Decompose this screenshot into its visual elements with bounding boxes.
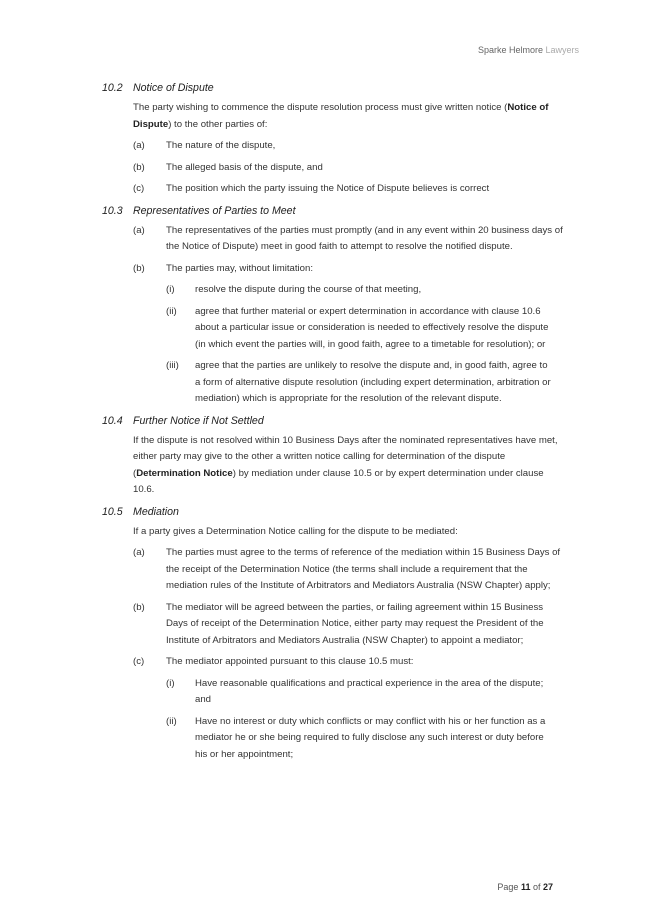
list-item [0, 654, 566, 671]
item-text: The parties must agree to the terms of reference of the mediation within 15 Business Days of the receipt of the Determination Notice (the terms shall include a requirement that the mediation rules of the Institute of Arbitrators and Mediators Australia (NSW Chapter) apply; [166, 547, 561, 591]
section-number: 10.3 [102, 204, 123, 217]
item-label: (b) [133, 161, 145, 173]
sub-item-text: resolve the dispute during the course of that meeting, [195, 284, 422, 295]
sub-item [0, 676, 555, 709]
item-text: The alleged basis of the dispute, and [166, 161, 323, 173]
defined-term: Determination Notice [136, 467, 233, 479]
sub-item-label: (i) [166, 677, 175, 689]
firm-name: Sparke Helmore [477, 45, 543, 55]
item-label: (c) [133, 183, 145, 194]
item-label: (c) [133, 656, 145, 667]
sub-item-label: (iii) [166, 360, 179, 371]
firm-lawyers: Lawyers [545, 45, 579, 55]
section-heading [0, 504, 653, 521]
sub-item-label: (ii) [166, 715, 177, 727]
list-item [0, 181, 566, 198]
list-item [0, 138, 566, 155]
item-text: The nature of the dispute, [166, 140, 276, 151]
item-text: The representatives of the parties must promptly (and in any event within 20 business days of the Notice of Dispute) meet in good faith to attempt to resolve the notified dispute. [166, 224, 563, 252]
section-title: Representatives of Parties to Meet [133, 204, 296, 217]
list-item [0, 261, 566, 278]
section-title: Further Notice if Not Settled [133, 414, 264, 427]
item-label: (a) [133, 140, 145, 151]
list-item [0, 545, 566, 595]
section-number: 10.5 [102, 505, 123, 518]
paragraph-text: ) to the other parties of: [168, 118, 268, 130]
item-label: (b) [133, 262, 145, 274]
list-item [0, 160, 566, 177]
list-item [0, 223, 566, 256]
sub-item-text: Have reasonable qualifications and practical experience in the area of the dispute; and [195, 677, 544, 705]
list-item [0, 600, 566, 650]
item-label: (a) [133, 547, 145, 558]
page-number: 11 [520, 882, 531, 892]
sub-item-text: agree that the parties are unlikely to resolve the dispute and, in good faith, agree to a form of alternative dispute resolution (including expert determination, arbitration or mediation) which is appropriate for the resolution of the relevant dispute. [195, 360, 551, 404]
paragraph-text: ) by mediation under clause 10.5 or by expert determination under clause 10.6. [133, 467, 544, 495]
paragraph-text: If the dispute is not resolved within 10 Business Days after the nominated representatives have met, either party may give to the other a written notice calling for determination of the dispute ( [133, 434, 558, 479]
sub-item [0, 304, 555, 354]
page-content [0, 80, 653, 768]
sub-item [0, 714, 555, 764]
sub-item [0, 282, 555, 299]
item-label: (b) [133, 601, 145, 613]
page-footer [497, 879, 553, 896]
page-prefix: Page [497, 882, 521, 892]
section-heading [0, 413, 653, 430]
sub-item-text: Have no interest or duty which conflicts or may conflict with his or her function as a mediator he or she being required to fully disclose any such interest or duty before his or her appointment; [195, 715, 546, 760]
paragraph [0, 433, 563, 499]
sub-item-text: agree that further material or expert determination in accordance with clause 10.6 about a particular issue or consideration is needed to effectively resolve the dispute (in which event the parties will, in good faith, agree to a timetable for resolution); or [195, 305, 549, 350]
section-number: 10.2 [102, 82, 123, 94]
section-title: Mediation [133, 505, 179, 518]
sub-item-label: (i) [166, 284, 175, 295]
page-total: 27 [542, 882, 553, 892]
paragraph-text: The party wishing to commence the dispute resolution process must give written notice ( [133, 102, 508, 113]
item-text: The position which the party issuing the Notice of Dispute believes is correct [166, 183, 490, 194]
sub-item [0, 358, 555, 408]
section-heading [0, 80, 653, 97]
page-of: of [530, 882, 543, 892]
section-title: Notice of Dispute [133, 82, 214, 94]
defined-term: Notice of Dispute [133, 102, 549, 130]
item-text: The parties may, without limitation: [166, 262, 313, 274]
paragraph: If a party gives a Determination Notice calling for the dispute to be mediated: [133, 525, 458, 537]
item-text: The mediator appointed pursuant to this clause 10.5 must: [166, 656, 414, 667]
paragraph [0, 100, 563, 133]
section-number: 10.4 [102, 414, 123, 427]
page-header [478, 42, 579, 59]
section-heading [0, 203, 653, 220]
item-text: The mediator will be agreed between the parties, or failing agreement within 15 Business Days of receipt of the Determination Notice, either party may request the President of the Institute of Arbitrators and Mediators Australia (NSW Chapter) to appoint a mediator; [166, 601, 544, 646]
item-label: (a) [133, 224, 145, 236]
sub-item-label: (ii) [166, 305, 177, 317]
